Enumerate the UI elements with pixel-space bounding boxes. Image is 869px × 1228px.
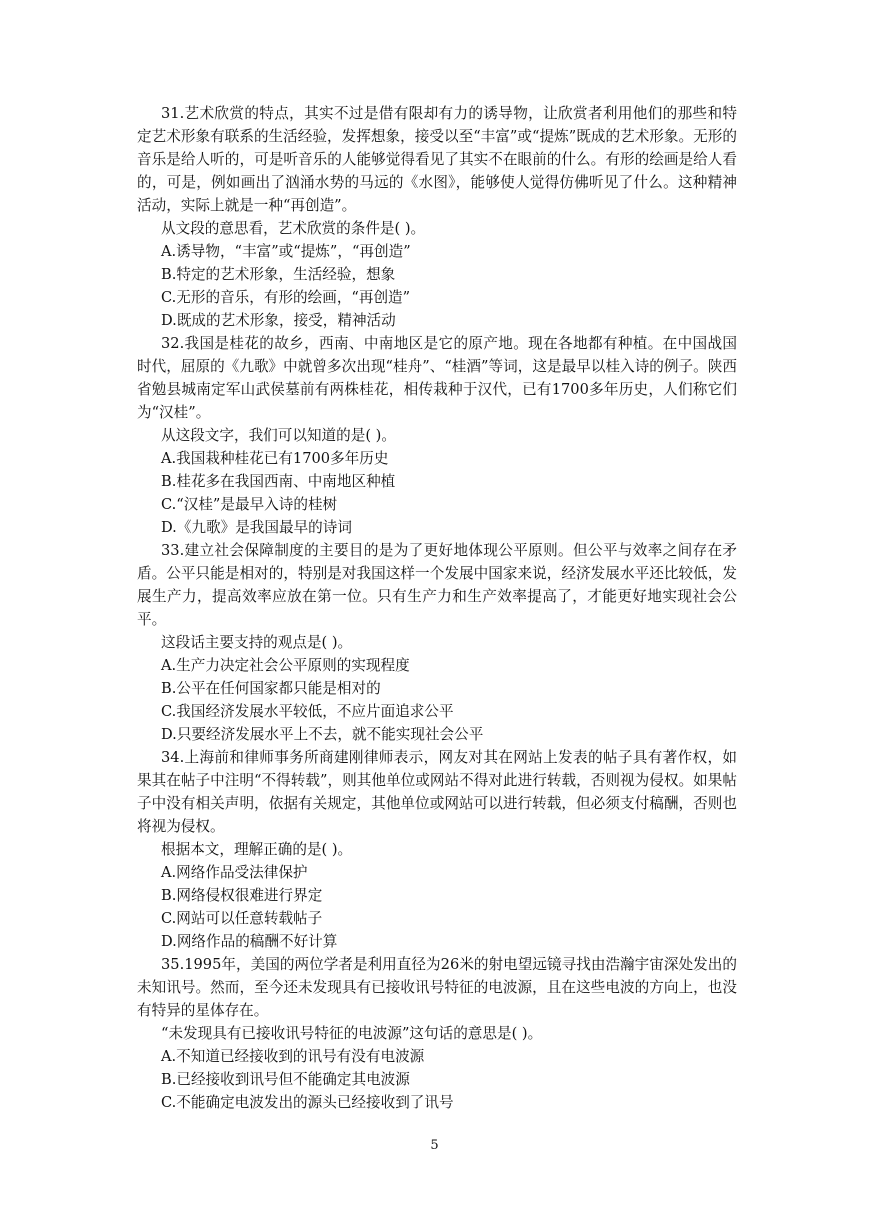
question-stem: “未发现具有已接收讯号特征的电波源”这句话的意思是( )。 xyxy=(161,1025,543,1042)
option-b: B.网络侵权很难进行界定 xyxy=(161,887,323,904)
option-c: C.“汉桂”是最早入诗的桂树 xyxy=(161,496,338,513)
page-number: 5 xyxy=(430,1138,439,1153)
option-list xyxy=(137,861,737,953)
option-c: C.不能确定电波发出的源头已经接收到了讯号 xyxy=(161,1094,454,1111)
option-c: C.我国经济发展水平较低，不应片面追求公平 xyxy=(161,703,454,720)
option-list xyxy=(137,654,737,746)
option-d: D.《九歌》是我国最早的诗词 xyxy=(161,519,352,536)
option-a: A.我国栽种桂花已有1700多年历史 xyxy=(161,450,389,467)
option-list xyxy=(137,1045,737,1114)
option-a: A.不知道已经接收到的讯号有没有电波源 xyxy=(161,1048,425,1065)
option-c: C.网站可以任意转载帖子 xyxy=(161,910,323,927)
question-passage: 33.建立社会保障制度的主要目的是为了更好地体现公平原则。但公平与效率之间存在矛盾。公平只能是相对的，特别是对我国这样一个发展中国家来说，经济发展水平还比较低，发展生产力，提高效率应放在第一位。只有生产力和生产效率提高了，才能更好地实现社会公平。 xyxy=(137,542,737,628)
question-32 xyxy=(137,332,737,539)
question-stem: 从这段文字，我们可以知道的是( )。 xyxy=(161,427,396,444)
page-content xyxy=(137,102,737,1114)
question-33 xyxy=(137,539,737,746)
question-34 xyxy=(137,746,737,953)
question-stem: 从文段的意思看，艺术欣赏的条件是( )。 xyxy=(161,220,426,237)
option-b: B.公平在任何国家都只能是相对的 xyxy=(161,680,381,697)
question-31 xyxy=(137,102,737,332)
option-b: B.已经接收到讯号但不能确定其电波源 xyxy=(161,1071,410,1088)
question-passage: 35.1995年，美国的两位学者是利用直径为26米的射电望远镜寻找由浩瀚宇宙深处发出的未知讯号。然而，至今还未发现具有已接收讯号特征的电波源，且在这些电波的方向上，也没有特异的星体存在。 xyxy=(137,956,737,1019)
option-d: D.既成的艺术形象，接受，精神活动 xyxy=(161,312,396,329)
option-a: A.诱导物，“丰富”或“提炼”，“再创造” xyxy=(161,243,411,260)
question-stem: 根据本文，理解正确的是( )。 xyxy=(161,841,353,858)
option-list xyxy=(137,240,737,332)
question-passage: 32.我国是桂花的故乡，西南、中南地区是它的原产地。现在各地都有种植。在中国战国时代，屈原的《九歌》中就曾多次出现“桂舟”、“桂酒”等词，这是最早以桂入诗的例子。陕西省勉县城南定军山武侯墓前有两株桂花，相传栽种于汉代，已有1700多年历史，人们称它们为“汉桂”。 xyxy=(137,335,737,421)
option-c: C.无形的音乐，有形的绘画，“再创造” xyxy=(161,289,411,306)
option-d: D.只要经济发展水平上不去，就不能实现社会公平 xyxy=(161,726,484,743)
question-passage: 34.上海前和律师事务所商建刚律师表示，网友对其在网站上发表的帖子具有著作权，如果其在帖子中注明“不得转载”，则其他单位或网站不得对此进行转载，否则视为侵权。如果帖子中没有相关声明，依据有关规定，其他单位或网站可以进行转载，但必须支付稿酬，否则也将视为侵权。 xyxy=(137,749,737,835)
question-stem: 这段话主要支持的观点是( )。 xyxy=(161,634,353,651)
option-a: A.生产力决定社会公平原则的实现程度 xyxy=(161,657,410,674)
option-b: B.特定的艺术形象，生活经验，想象 xyxy=(161,266,396,283)
option-b: B.桂花多在我国西南、中南地区种植 xyxy=(161,473,396,490)
question-35 xyxy=(137,953,737,1114)
option-list xyxy=(137,447,737,539)
option-d: D.网络作品的稿酬不好计算 xyxy=(161,933,338,950)
option-a: A.网络作品受法律保护 xyxy=(161,864,308,881)
question-passage: 31.艺术欣赏的特点，其实不过是借有限却有力的诱导物，让欣赏者利用他们的那些和特定艺术形象有联系的生活经验，发挥想象，接受以至“丰富”或“提炼”既成的艺术形象。无形的音乐是给人听的，可是听音乐的人能够觉得看见了其实不在眼前的什么。有形的绘画是给人看的，可是，例如画出了汹涌水势的马远的《水图》，能够使人觉得仿佛听见了什么。这种精神活动，实际上就是一种“再创造”。 xyxy=(137,105,737,214)
